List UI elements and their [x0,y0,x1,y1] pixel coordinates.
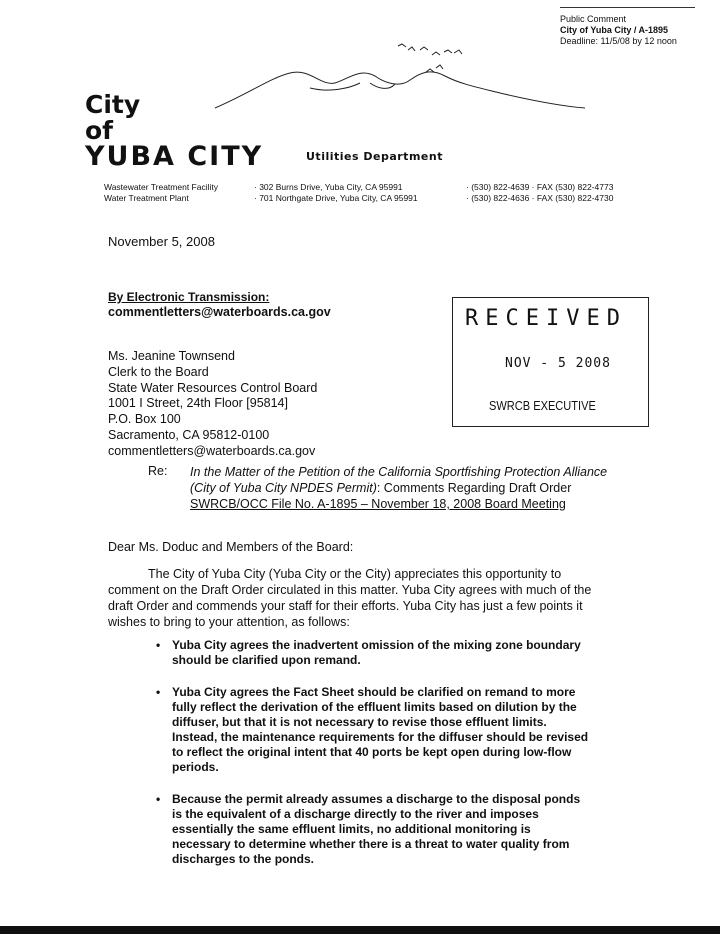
salutation: Dear Ms. Doduc and Members of the Board: [108,540,354,554]
facility-address: · 701 Northgate Drive, Yuba City, CA 95991 [254,193,418,203]
of-word: of [85,116,114,145]
top-rule [560,7,695,8]
re-italic: In the Matter of the Petition of the California Sportfishing Protection Alliance (City of Yuba City NPDES Permit) [190,465,608,495]
bullet-text: Yuba City agrees the inadvertent omission of the mixing zone boundary should be clarified upon remand. [172,638,581,667]
list-item: • Yuba City agrees the inadvertent omission of the mixing zone boundary should be clarified upon remand. [156,638,581,667]
stamp-line-3: Deadline: 11/5/08 by 12 noon [560,36,677,46]
recipient-address [108,349,317,460]
re-file: SWRCB/OCC File No. A-1895 – November 18, 2008 Board Meeting [190,497,566,511]
city-logo [85,92,263,170]
address-line: Sacramento, CA 95812-0100 [108,427,270,442]
facility-phones [466,182,613,204]
bullet-text: Because the permit already assumes a discharge to the disposal ponds is the equivalent of a discharge directly to the river and imposes essentially the same effluent limits, no additional monitoring is necessary to determine whether there is a threat to water quality from discharges to the ponds. [172,792,581,866]
bullet-list [156,638,592,884]
facility-phone: · (530) 822-4636 · FAX (530) 822-4730 [466,193,614,203]
received-word: RECEIVED [465,306,627,331]
list-item: • Because the permit already assumes a discharge to the disposal ponds is the equivalent of a discharge directly to the river and imposes essentially the same effluent limits, no additional monitoring is necessary to determine whether there is a threat to water quality from discharges to the ponds. [156,792,581,866]
stamp-line-2: City of Yuba City / A-1895 [560,25,669,35]
facility-name: Wastewater Treatment Facility [104,182,218,192]
city-word: City [85,90,141,119]
department-name: Utilities Department [306,150,443,163]
stamp-line-1: Public Comment [560,14,627,24]
address-line: Ms. Jeanine Townsend [108,349,235,363]
body-paragraph: The City of Yuba City (Yuba City or the City) appreciates this opportunity to comment on the Draft Order circulated in this matter. Yuba City agrees with much of the draft Order and commends your staff for their efforts. Yuba City has just a few points it wishes to bring to your attention, as follows: [108,567,592,629]
yuba-city-word: YUBA CITY [85,141,264,172]
re-subject [190,464,610,512]
address-line: Clerk to the Board [108,364,209,379]
address-line: 1001 I Street, 24th Floor [95814] [108,396,288,411]
facility-name: Water Treatment Plant [104,193,189,203]
letter-date: November 5, 2008 [108,234,215,249]
re-label: Re: [148,464,168,478]
facility-addresses [254,182,418,204]
address-line: commentletters@waterboards.ca.gov [108,443,316,458]
re-plain: : Comments Regarding Draft Order [376,481,572,495]
transmission-email: commentletters@waterboards.ca.gov [108,305,331,319]
facility-names [104,182,218,204]
received-date: NOV - 5 2008 [505,356,611,371]
mountain-logo-icon [210,38,590,118]
bullet-text: Yuba City agrees the Fact Sheet should be clarified on remand to more fully reflect the derivation of the effluent limits based on dilution by the diffuser, but that it is not necessary to revise those effluent limits. Instead, the maintenance requirements for the diffuser should be revised to reflect the original intent that 40 ports be kept open during low-flow periods. [172,685,589,774]
address-line: State Water Resources Control Board [108,380,318,395]
facility-address: · 302 Burns Drive, Yuba City, CA 95991 [254,182,403,192]
address-line: P.O. Box 100 [108,412,181,427]
transmission-label: By Electronic Transmission: [108,290,270,304]
list-item: • Yuba City agrees the Fact Sheet should be clarified on remand to more fully reflect the derivation of the effluent limits based on dilution by the diffuser, but that it is not necessary to revise those effluent limits. Instead, the maintenance requirements for the diffuser should be revised to reflect the original intent that 40 ports be kept open during low-flow periods. [156,685,589,774]
received-office: SWRCB EXECUTIVE [489,398,596,413]
scan-edge-bar [0,926,720,934]
received-stamp [452,297,649,427]
facility-phone: · (530) 822-4639 · FAX (530) 822-4773 [466,182,614,192]
